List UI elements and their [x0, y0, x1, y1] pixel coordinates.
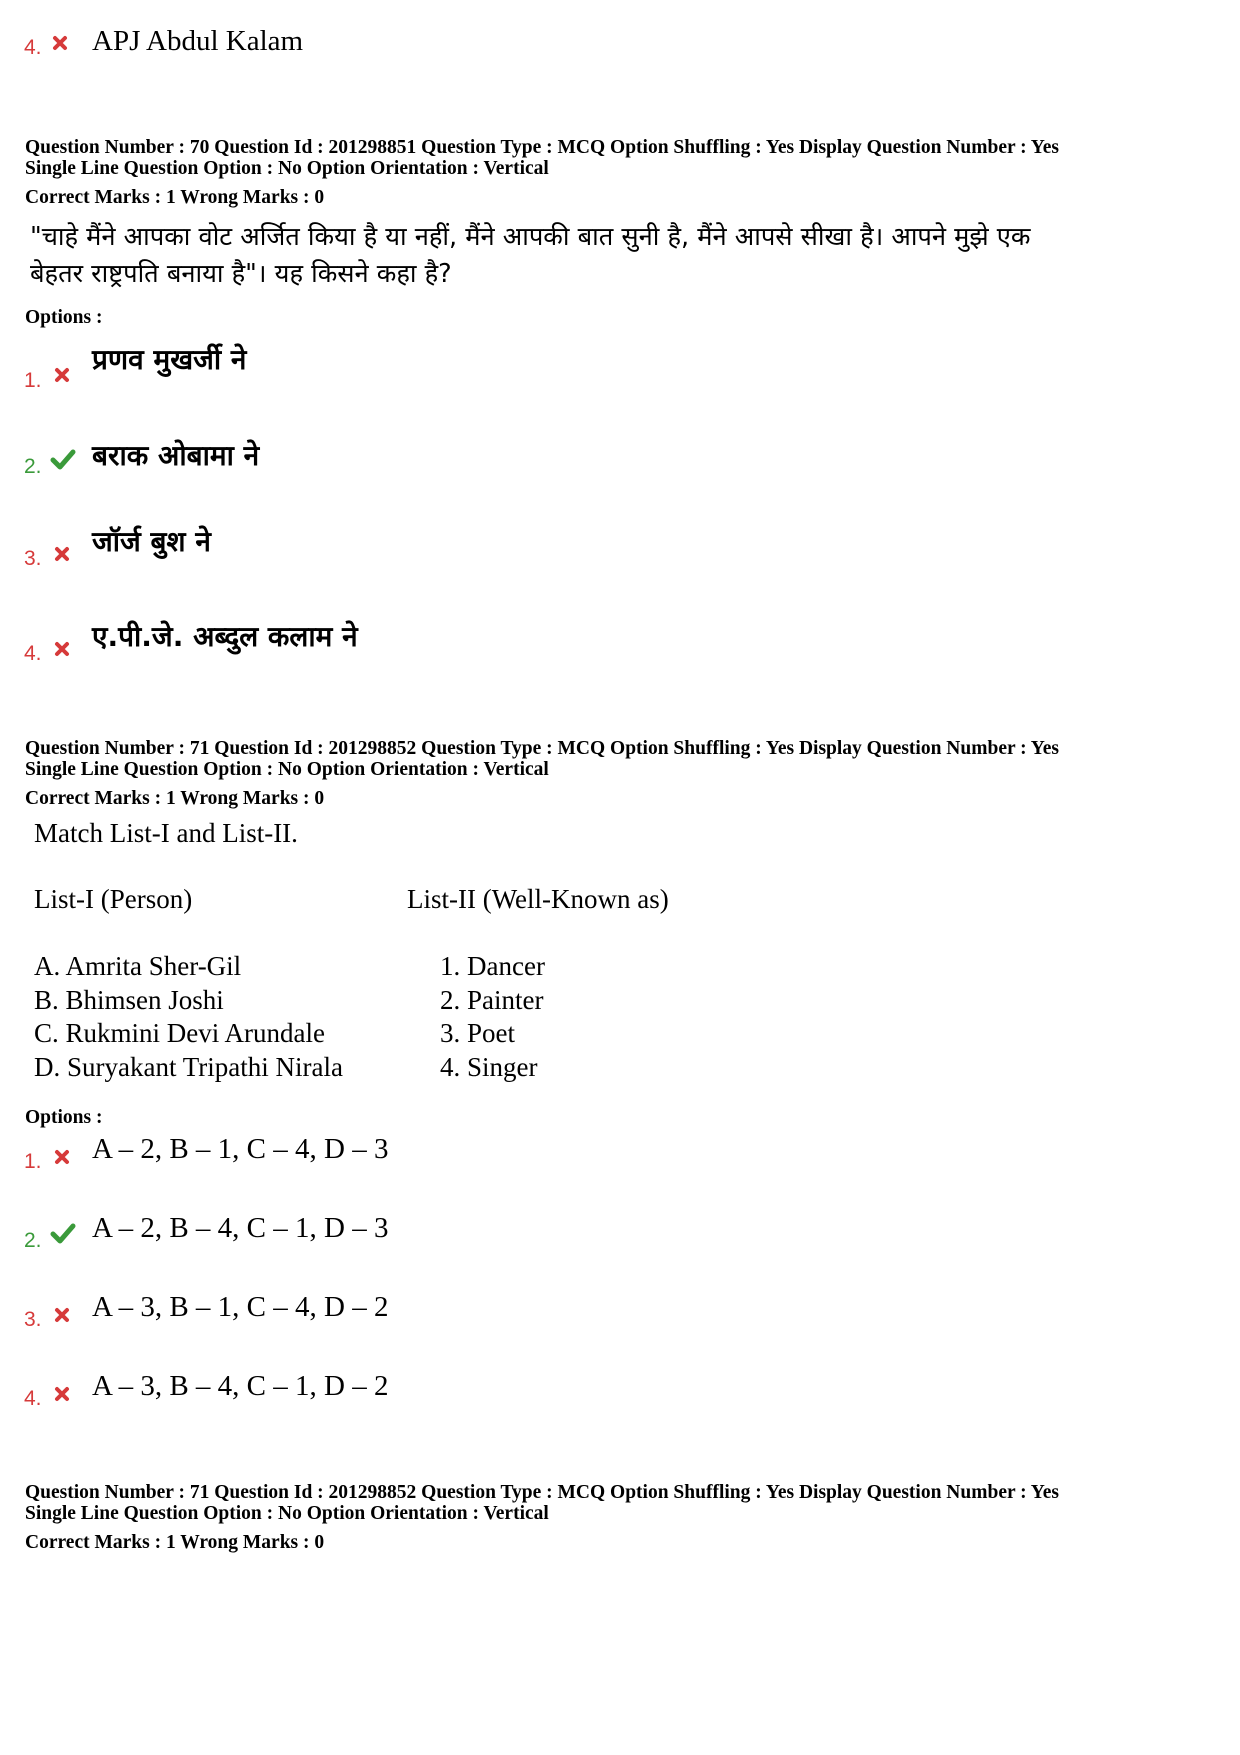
list2-header: List-II (Well-Known as) [407, 884, 669, 914]
list1-item: A. Amrita Sher-Gil [34, 951, 242, 981]
option-text: जॉर्ज बुश ने [92, 525, 211, 558]
question-marks: Correct Marks : 1 Wrong Marks : 0 [25, 1532, 325, 1553]
option-number: 3. [24, 1308, 42, 1331]
question-marks: Correct Marks : 1 Wrong Marks : 0 [25, 788, 325, 809]
question-instruction: Match List-I and List-II. [34, 818, 298, 848]
question-meta-line2: Single Line Question Option : No Option Orientation : Vertical [25, 1503, 549, 1524]
list1 [34, 950, 343, 1084]
option-number: 4. [24, 1387, 42, 1410]
options-label: Options : [25, 307, 103, 328]
option-text: APJ Abdul Kalam [92, 25, 304, 57]
cross-icon [52, 1384, 72, 1404]
option-number: 2. [24, 1229, 42, 1252]
question-meta-line2: Single Line Question Option : No Option Orientation : Vertical [25, 759, 549, 780]
option-number: 4. [24, 36, 42, 59]
option-text: A – 2, B – 1, C – 4, D – 3 [92, 1133, 389, 1165]
cross-icon [52, 1305, 72, 1325]
question-meta-line1: Question Number : 71 Question Id : 201298852 Question Type : MCQ Option Shuffling : Yes Display Question Number : Yes [25, 1482, 1059, 1503]
question-meta-line1: Question Number : 71 Question Id : 201298852 Question Type : MCQ Option Shuffling : Yes Display Question Number : Yes [25, 738, 1059, 759]
option-number: 1. [24, 369, 42, 392]
cross-icon [52, 365, 72, 385]
list2-item: 2. Painter [440, 984, 544, 1015]
option-text: A – 3, B – 4, C – 1, D – 2 [92, 1370, 389, 1402]
list2-item: 4. Singer [440, 1051, 538, 1082]
check-icon [50, 448, 76, 470]
option-text: A – 3, B – 1, C – 4, D – 2 [92, 1291, 389, 1323]
cross-icon [50, 33, 70, 53]
list2-item: 3. Poet [440, 1018, 516, 1048]
question-meta-line2: Single Line Question Option : No Option Orientation : Vertical [25, 158, 549, 179]
list2-item: 1. Dancer [440, 951, 545, 981]
option-text: ए.पी.जे. अब्दुल कलाम ने [92, 620, 358, 653]
list1-header: List-I (Person) [34, 884, 193, 914]
option-text: बराक ओबामा ने [92, 439, 260, 472]
option-number: 1. [24, 1150, 42, 1173]
cross-icon [52, 544, 72, 564]
options-label: Options : [25, 1107, 103, 1128]
option-number: 2. [24, 455, 42, 478]
list1-item: D. Suryakant Tripathi Nirala [34, 1051, 343, 1082]
option-text: प्रणव मुखर्जी ने [92, 343, 247, 376]
check-icon [50, 1222, 76, 1244]
cross-icon [52, 639, 72, 659]
list1-item: C. Rukmini Devi Arundale [34, 1018, 325, 1048]
option-number: 3. [24, 547, 42, 570]
list1-item: B. Bhimsen Joshi [34, 984, 224, 1015]
question-text-line2: बेहतर राष्ट्रपति बनाया है"। यह किसने कहा है? [30, 259, 452, 289]
question-marks: Correct Marks : 1 Wrong Marks : 0 [25, 187, 325, 208]
option-text: A – 2, B – 4, C – 1, D – 3 [92, 1212, 389, 1244]
option-number: 4. [24, 642, 42, 665]
question-meta-line1: Question Number : 70 Question Id : 201298851 Question Type : MCQ Option Shuffling : Yes Display Question Number : Yes [25, 137, 1059, 158]
cross-icon [52, 1147, 72, 1167]
question-text-line1: "चाहे मैंने आपका वोट अर्जित किया है या नहीं, मैंने आपकी बात सुनी है, मैंने आपसे सीखा है। आपने मुझे एक [30, 222, 1031, 252]
list2 [440, 950, 545, 1084]
